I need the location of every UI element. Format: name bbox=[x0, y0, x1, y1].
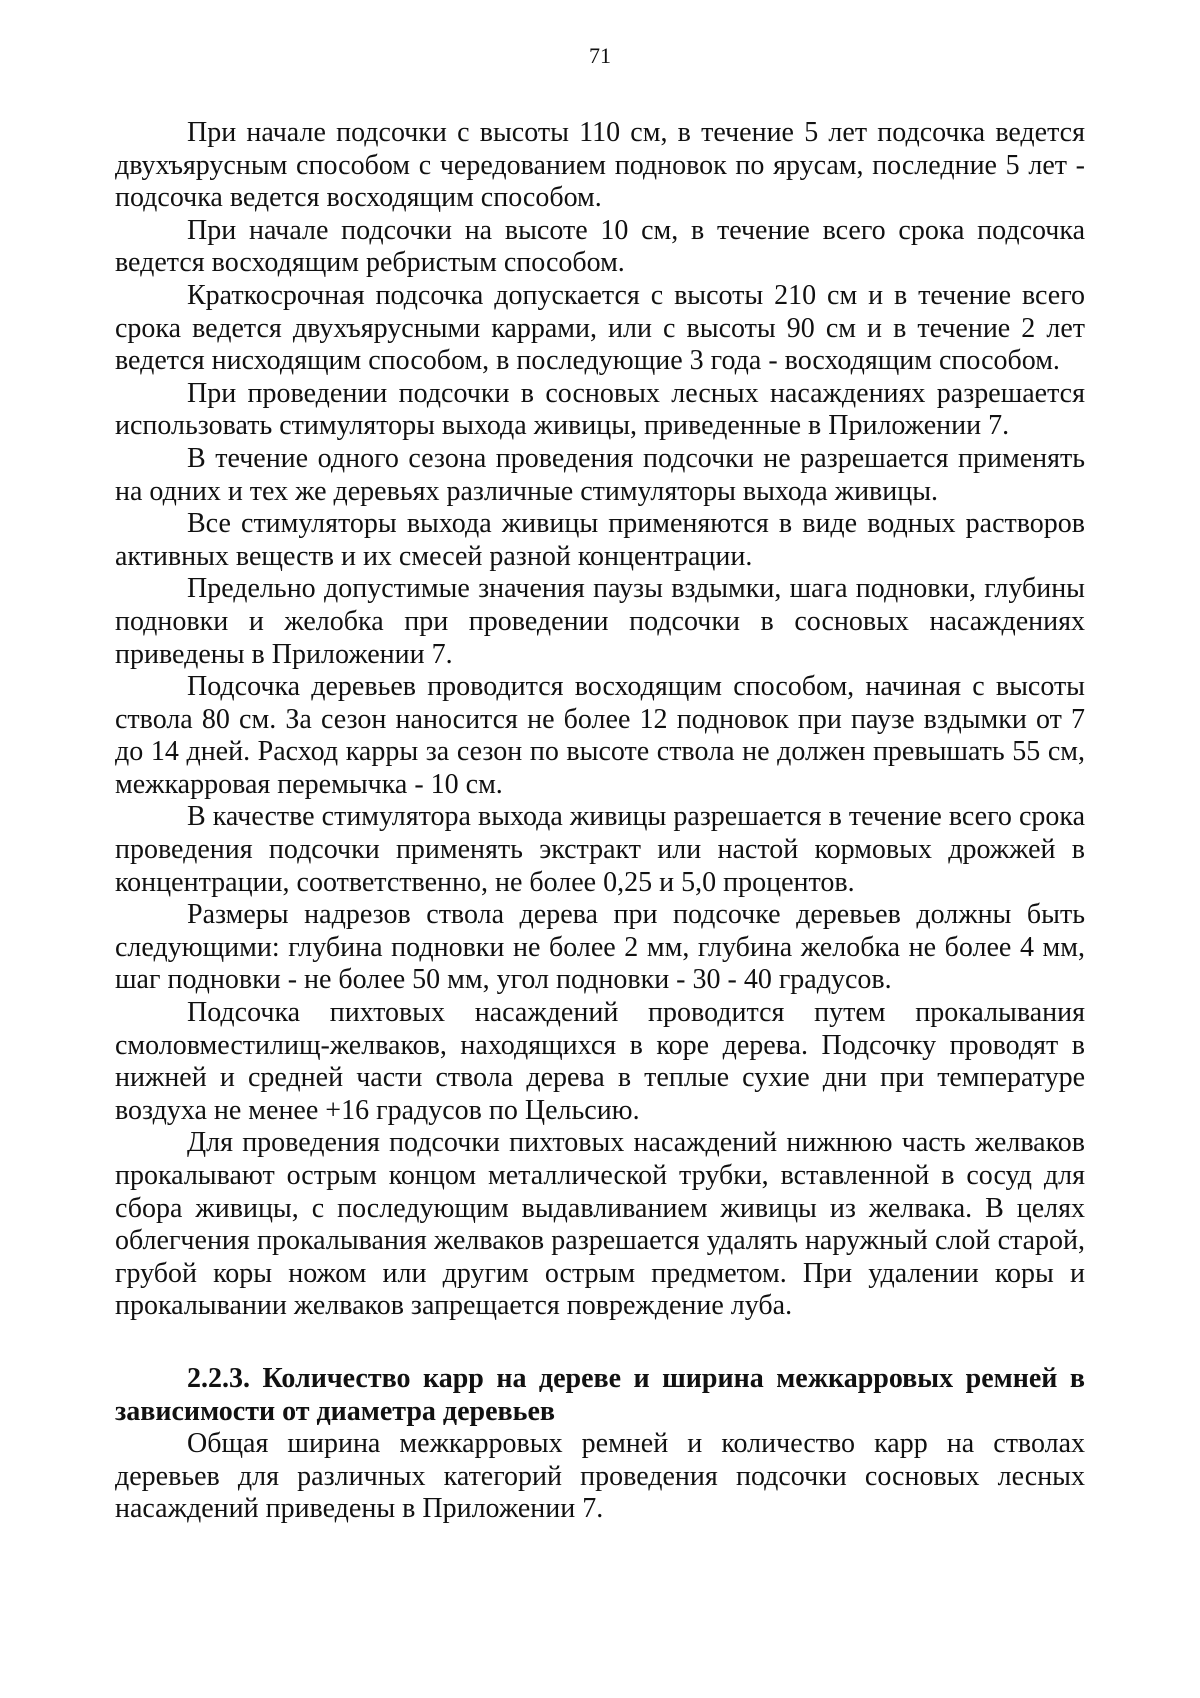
paragraph: Размеры надрезов ствола дерева при подсочке деревьев должны быть следующими: глубина подновки не более 2 мм, глубина желобка не более 4 мм, шаг подновки - не более 50 мм, угол подновки - 30 - 40 градусов. bbox=[115, 899, 1085, 996]
paragraph: В течение одного сезона проведения подсочки не разрешается применять на одних и тех же деревьях различные стимуляторы выхода живицы. bbox=[115, 442, 1085, 507]
paragraph: Подсочка деревьев проводится восходящим способом, начиная с высоты ствола 80 см. За сезон наносится не более 12 подновок при паузе вздымки от 7 до 14 дней. Расход карры за сезон по высоте ствола не должен превышать 55 см, межкарровая перемычка - 10 см. bbox=[115, 671, 1085, 800]
section-heading: 2.2.3. Количество карр на дереве и ширина межкарровых ремней в зависимости от диаметра деревьев bbox=[115, 1362, 1085, 1427]
page-number: 71 bbox=[589, 43, 611, 68]
paragraph: В качестве стимулятора выхода живицы разрешается в течение всего срока проведения подсочки применять экстракт или настой кормовых дрожжей в концентрации, соответственно, не более 0,25 и 5,0 процентов. bbox=[115, 801, 1085, 898]
paragraph: При начале подсочки с высоты 110 см, в течение 5 лет подсочка ведется двухъярусным способом с чередованием подновок по ярусам, последние 5 лет - подсочка ведется восходящим способом. bbox=[115, 117, 1085, 214]
paragraph: Для проведения подсочки пихтовых насаждений нижнюю часть желваков прокалывают острым концом металлической трубки, вставленной в сосуд для сбора живицы, с последующим выдавливанием живицы из желвака. В целях облегчения прокалывания желваков разрешается удалять наружный слой старой, грубой коры ножом или другим острым предметом. При удалении коры и прокалывании желваков запрещается повреждение луба. bbox=[115, 1127, 1085, 1322]
paragraph: Краткосрочная подсочка допускается с высоты 210 см и в течение всего срока ведется двухъярусными каррами, или с высоты 90 см и в течение 2 лет ведется нисходящим способом, в последующие 3 года - восходящим способом. bbox=[115, 279, 1085, 377]
paragraph: Предельно допустимые значения паузы вздымки, шага подновки, глубины подновки и желобка при проведении подсочки в сосновых насаждениях приведены в Приложении 7. bbox=[115, 573, 1085, 670]
paragraph: При проведении подсочки в сосновых лесных насаждениях разрешается использовать стимуляторы выхода живицы, приведенные в Приложении 7. bbox=[115, 377, 1085, 442]
paragraph: Подсочка пихтовых насаждений проводится путем прокалывания смоловместилищ-желваков, находящихся в коре дерева. Подсочку проводят в нижней и средней части ствола дерева в теплые сухие дни при температуре воздуха не менее +16 градусов по Цельсию. bbox=[115, 997, 1085, 1126]
document-body bbox=[115, 117, 1085, 1526]
paragraph: Все стимуляторы выхода живицы применяются в виде водных растворов активных веществ и их смесей разной концентрации. bbox=[115, 508, 1085, 572]
section-paragraph: Общая ширина межкарровых ремней и количество карр на стволах деревьев для различных категорий проведения подсочки сосновых лесных насаждений приведены в Приложении 7. bbox=[115, 1428, 1085, 1525]
paragraph: При начале подсочки на высоте 10 см, в течение всего срока подсочка ведется восходящим ребристым способом. bbox=[115, 214, 1085, 279]
